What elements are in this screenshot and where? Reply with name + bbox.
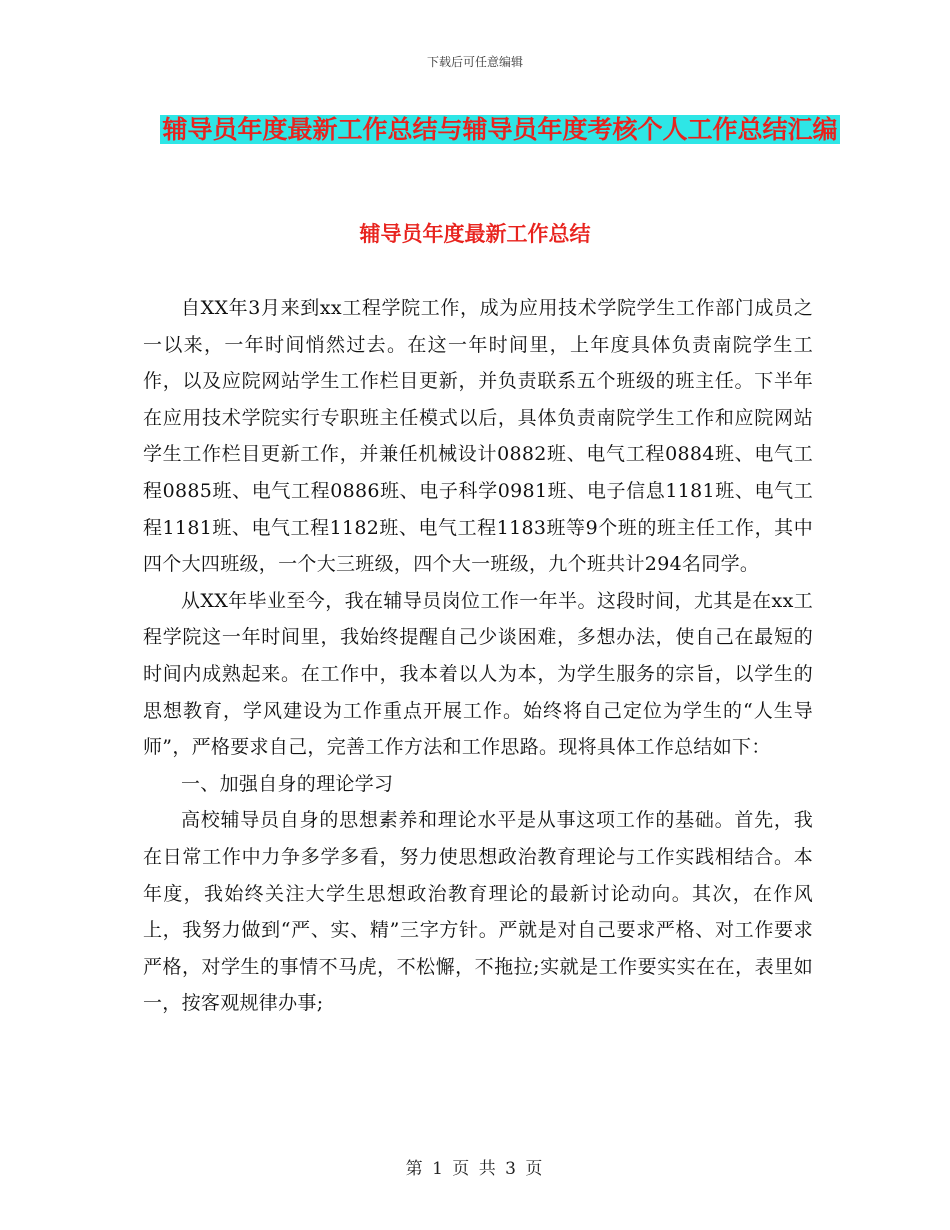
document-title	[140, 107, 860, 153]
document-title-text: 辅导员年度最新工作总结与辅导员年度考核个人工作总结汇编	[162, 115, 838, 144]
subheading: 一、加强自身的理论学习	[181, 772, 394, 795]
section-title: 辅导员年度最新工作总结	[359, 222, 591, 246]
paragraph: 自XX年3月来到xx工程学院工作，成为应用技术学院学生工作部门成员之一以来，一年时间悄然过去。在这一年时间里，上年度具体负责南院学生工作，以及应院网站学生工作栏目更新，并负责联系五个班级的班主任。下半年在应用技术学院实行专职班主任模式以后，具体负责南院学生工作和应院网站学生工作栏目更新工作，并兼任机械设计0882班、电气工程0884班、电气工程0885班、电气工程0886班、电子科学0981班、电子信息1181班、电气工程1181班、电气工程1182班、电气工程1183班等9个班的班主任工作，其中四个大四班级，一个大三班级，四个大一班级，九个班共计294名同学。	[143, 297, 813, 576]
page-footer: 第 1 页 共 3 页	[405, 1159, 545, 1179]
header-note: 下载后可任意编辑	[426, 55, 523, 69]
paragraph: 高校辅导员自身的思想素养和理论水平是从事这项工作的基础。首先，我在日常工作中力争多学多看，努力使思想政治教育理论与工作实践相结合。本年度，我始终关注大学生思想政治教育理论的最新讨论动向。其次，在作风上，我努力做到“严、实、精”三字方针。严就是对自己要求严格、对工作要求严格，对学生的事情不马虎，不松懈，不拖拉;实就是工作要实实在在，表里如一，按客观规律办事;	[143, 809, 813, 1015]
body-text	[143, 290, 813, 1022]
paragraph: 从XX年毕业至今，我在辅导员岗位工作一年半。这段时间，尤其是在xx工程学院这一年时间里，我始终提醒自己少谈困难，多想办法，使自己在最短的时间内成熟起来。在工作中，我本着以人为本，为学生服务的宗旨，以学生的思想教育，学风建设为工作重点开展工作。始终将自己定位为学生的“人生导师”，严格要求自己，完善工作方法和工作思路。现将具体工作总结如下：	[143, 589, 813, 759]
